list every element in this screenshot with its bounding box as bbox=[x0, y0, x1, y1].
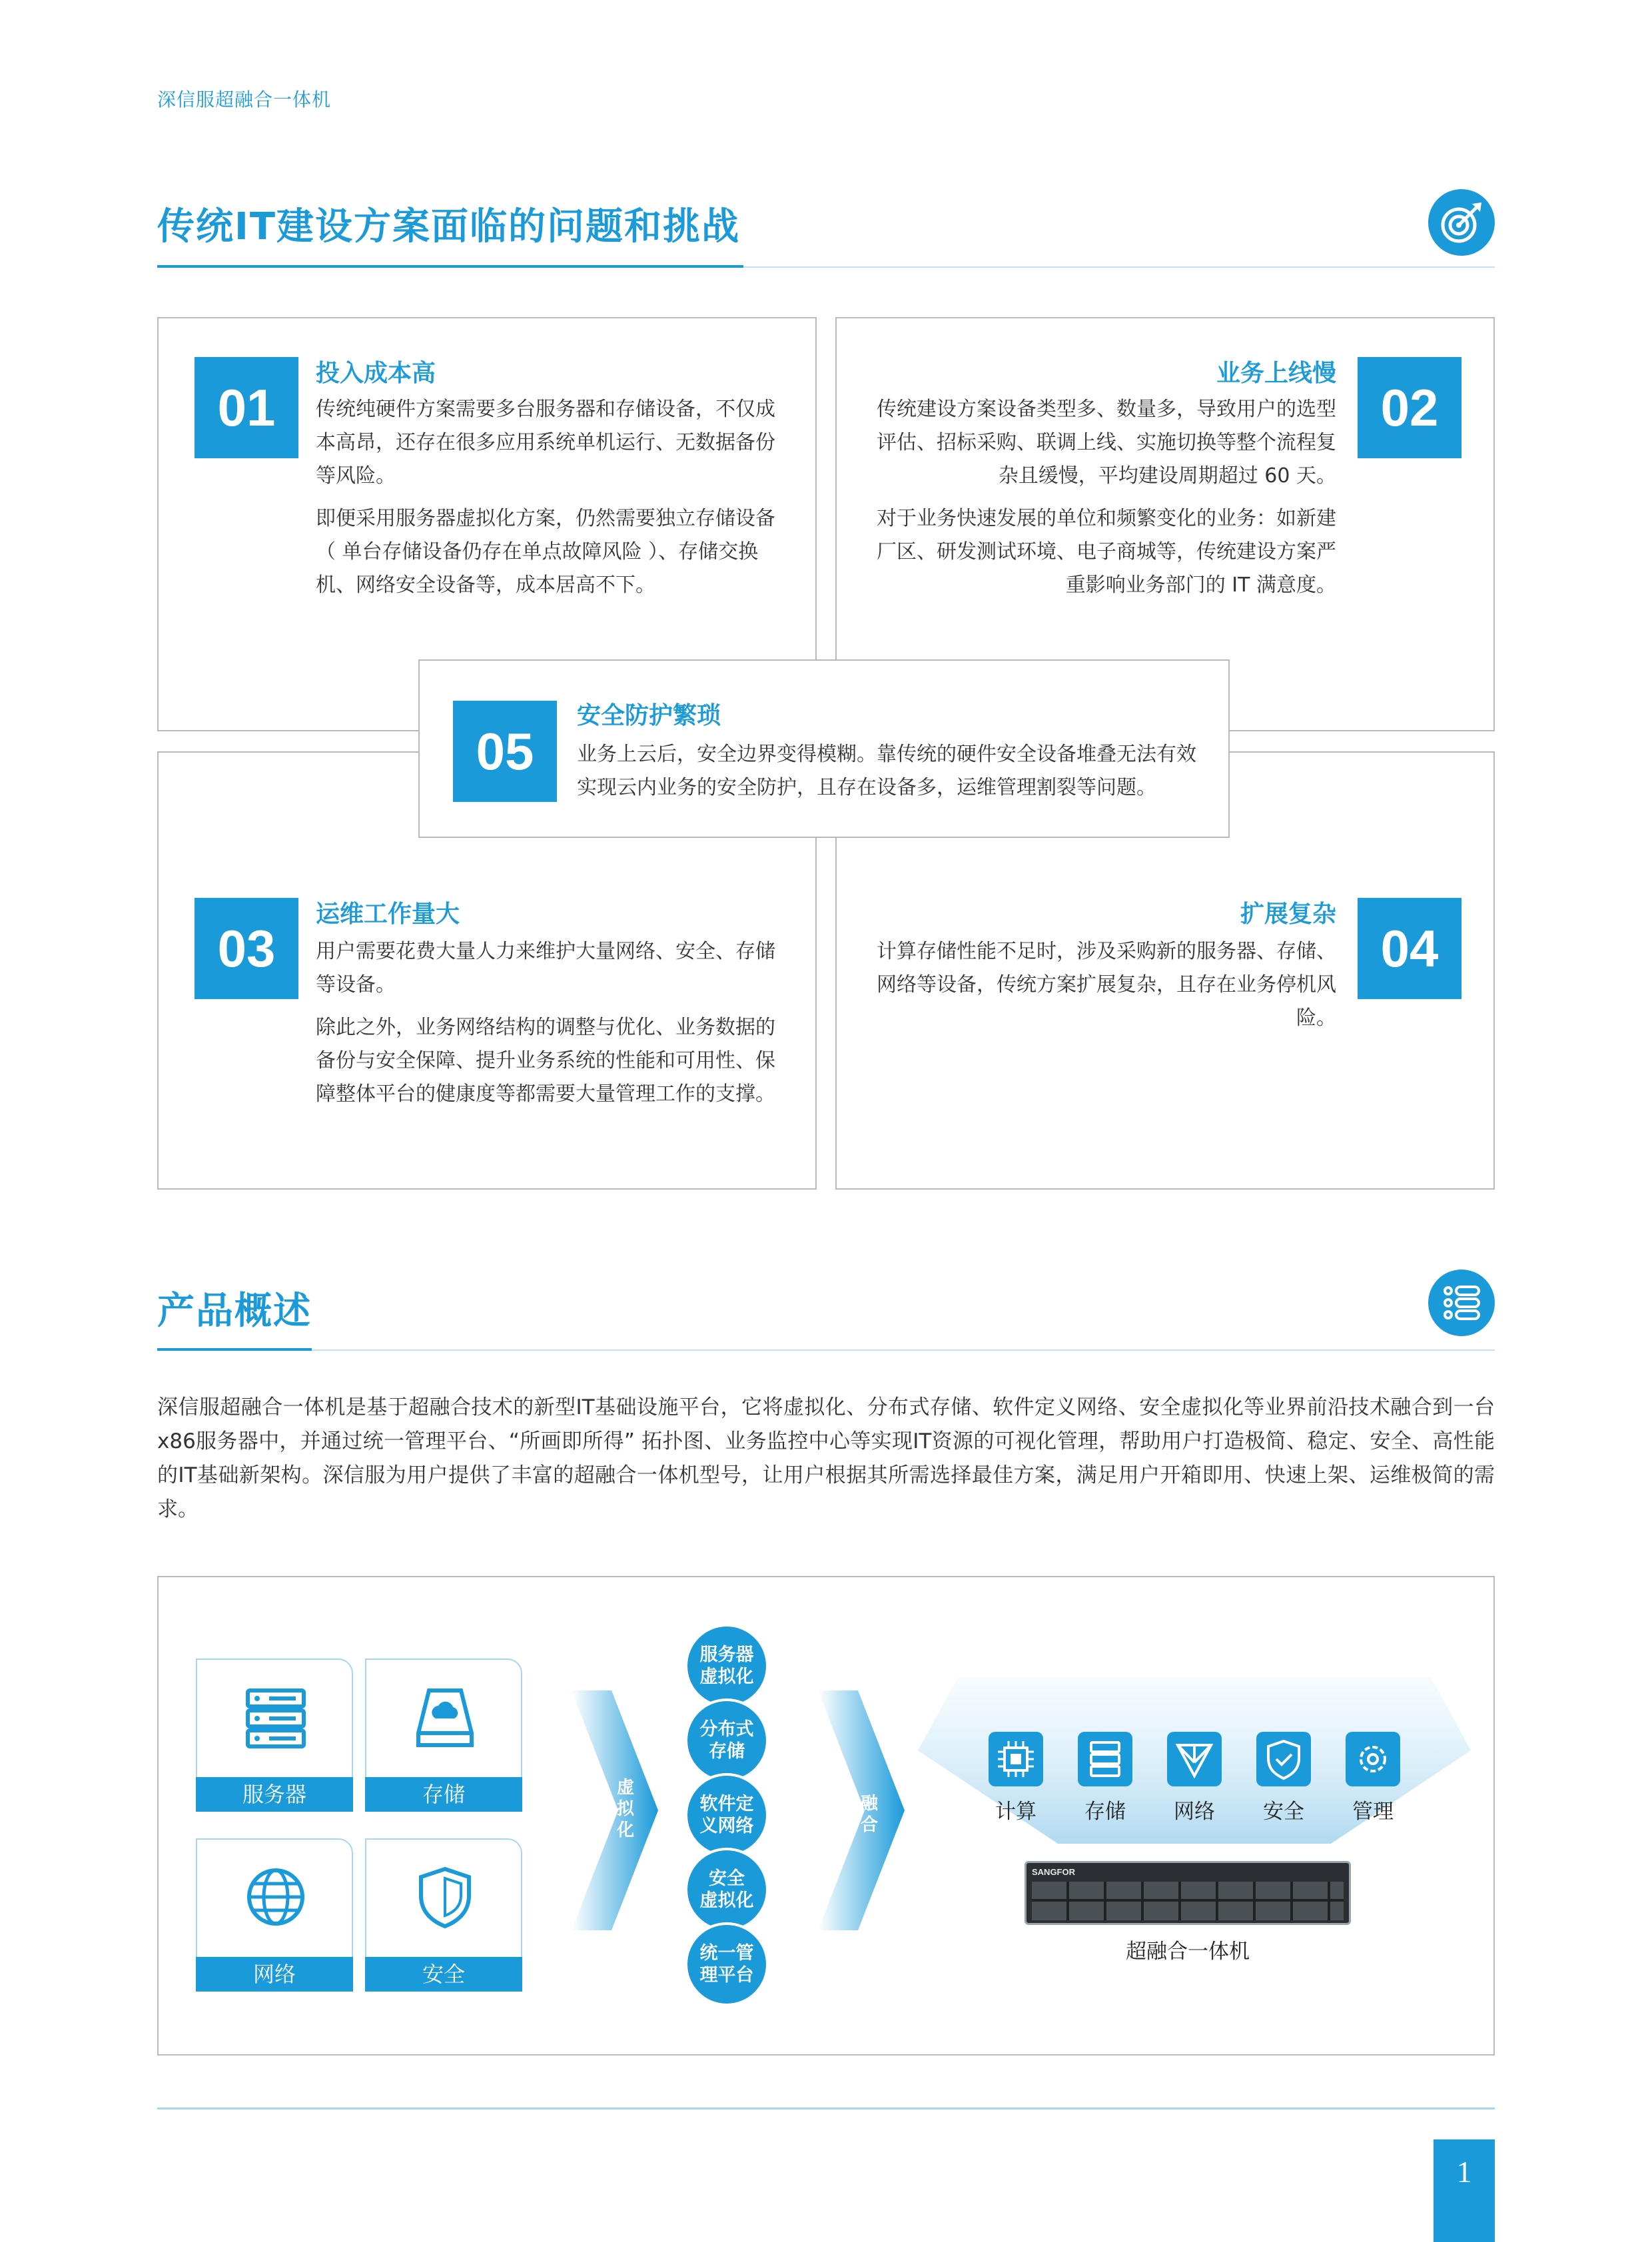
tile-label: 安全 bbox=[365, 1957, 522, 1992]
product-label: 超融合一体机 bbox=[1126, 1940, 1250, 1964]
title-divider bbox=[312, 1349, 1495, 1351]
card-text-expansion bbox=[877, 935, 1336, 1044]
tile-storage bbox=[365, 1659, 522, 1812]
card-paragraph: 传统纯硬件方案需要多台服务器和存储设备，不仅成本高昂，还存在很多应用系统单机运行、无数据备份等风险。 bbox=[316, 398, 775, 488]
footer-divider bbox=[157, 2107, 1495, 2109]
bubble-sdn bbox=[685, 1773, 769, 1857]
card-title-slow-launch: 业务上线慢 bbox=[1216, 360, 1336, 387]
bubble-line: 安全 bbox=[709, 1868, 745, 1889]
bubble-line: 分布式 bbox=[699, 1719, 754, 1740]
card-paragraph: 对于业务快速发展的单位和频繁变化的业务：如新建厂区、研发测试环境、电子商城等，传统建设方案严重影响业务部门的 IT 满意度。 bbox=[877, 507, 1336, 597]
function-label: 计算 bbox=[995, 1800, 1036, 1824]
arrow-label-converge: 融合 bbox=[860, 1794, 878, 1835]
bubble-line: 虚拟化 bbox=[699, 1890, 754, 1911]
target-icon bbox=[1428, 189, 1495, 256]
tile-label: 服务器 bbox=[196, 1777, 353, 1812]
card-text-slow-launch bbox=[877, 393, 1336, 611]
shield-check-icon bbox=[1256, 1732, 1311, 1786]
architecture-diagram bbox=[157, 1576, 1495, 2055]
card-number-03: 03 bbox=[195, 898, 298, 999]
bubble-line: 服务器 bbox=[699, 1645, 754, 1665]
page-number: 1 bbox=[1434, 2139, 1495, 2242]
virtualize-arrow-icon bbox=[572, 1690, 658, 1930]
list-icon bbox=[1428, 1270, 1495, 1336]
function-label: 安全 bbox=[1263, 1800, 1304, 1824]
bubble-line: 软件定 bbox=[699, 1794, 754, 1814]
function-label: 存储 bbox=[1084, 1800, 1126, 1824]
card-text-cost bbox=[316, 393, 775, 611]
card-paragraph: 业务上云后，安全边界变得模糊。靠传统的硬件安全设备堆叠无法有效实现云内业务的安全防护，且存在设备多，运维管理割裂等问题。 bbox=[577, 743, 1196, 799]
brand-header: 深信服超融合一体机 bbox=[157, 89, 332, 111]
bubble-security-virtualization bbox=[685, 1848, 769, 1932]
bubble-line: 理平台 bbox=[699, 1965, 754, 1986]
card-title-expansion: 扩展复杂 bbox=[1240, 901, 1336, 928]
card-text-ops-workload bbox=[316, 935, 775, 1120]
card-number-01: 01 bbox=[195, 357, 298, 458]
server-brand: SANGFOR bbox=[1032, 1867, 1075, 1877]
section-title-challenges: 传统IT建设方案面临的问题和挑战 bbox=[157, 205, 741, 248]
card-paragraph: 计算存储性能不足时，涉及采购新的服务器、存储、网络等设备，传统方案扩展复杂，且存在业务停机风险。 bbox=[877, 940, 1336, 1030]
card-paragraph: 传统建设方案设备类型多、数量多，导致用户的选型评估、招标采购、联调上线、实施切换等整个流程复杂且缓慢，平均建设周期超过 60 天。 bbox=[877, 398, 1336, 488]
section-title-overview: 产品概述 bbox=[157, 1290, 312, 1333]
server-appliance bbox=[1025, 1861, 1351, 1925]
card-title-cost: 投入成本高 bbox=[316, 360, 436, 387]
card-paragraph: 即便采用服务器虚拟化方案，仍然需要独立存储设备（ 单台存储设备仍存在单点故障风险 ）、存储交换机、网络安全设备等，成本居高不下。 bbox=[316, 507, 775, 597]
tile-network bbox=[196, 1838, 353, 1992]
bubble-line: 统一管 bbox=[699, 1943, 754, 1964]
chip-icon bbox=[989, 1732, 1043, 1786]
bubble-unified-management bbox=[685, 1922, 769, 2006]
card-text-security bbox=[577, 738, 1203, 814]
bubble-line: 存储 bbox=[709, 1741, 745, 1762]
globe-icon bbox=[242, 1864, 309, 1930]
card-title-security: 安全防护繁琐 bbox=[577, 702, 721, 729]
bubble-distributed-storage bbox=[685, 1698, 769, 1782]
gear-icon bbox=[1346, 1732, 1400, 1786]
function-label: 网络 bbox=[1174, 1800, 1215, 1824]
arrow-label-virtualize: 虚拟化 bbox=[616, 1778, 634, 1840]
card-number-05: 05 bbox=[453, 701, 557, 802]
server-icon bbox=[242, 1684, 309, 1750]
card-number-04: 04 bbox=[1358, 898, 1461, 999]
storage-icon bbox=[412, 1684, 478, 1750]
bubble-server-virtualization bbox=[685, 1624, 769, 1708]
server-stack-icon bbox=[1078, 1732, 1132, 1786]
title-underline bbox=[157, 265, 743, 268]
title-divider bbox=[743, 266, 1495, 268]
tile-security bbox=[365, 1838, 522, 1992]
bubble-line: 义网络 bbox=[699, 1816, 754, 1836]
title-underline bbox=[157, 1348, 312, 1351]
tile-label: 存储 bbox=[365, 1777, 522, 1812]
overview-paragraph: 深信服超融合一体机是基于超融合技术的新型IT基础设施平台，它将虚拟化、分布式存储、软件定义网络、安全虚拟化等业界前沿技术融合到一台x86服务器中，并通过统一管理平台、“所画即所得” 拓扑图、业务监控中心等实现IT资源的可视化管理，帮助用户打造极简、稳定、安全、高性能的IT基础新架构。深信服为用户提供了丰富的超融合一体机型号，让用户根据其所需选择最佳方案，满足用户开箱即用、快速上架、运维极简的需求。 bbox=[157, 1395, 1495, 1521]
bubble-line: 虚拟化 bbox=[699, 1667, 754, 1687]
tile-label: 网络 bbox=[196, 1957, 353, 1992]
network-icon bbox=[1167, 1732, 1222, 1786]
card-number-02: 02 bbox=[1358, 357, 1461, 458]
card-paragraph: 除此之外，业务网络结构的调整与优化、业务数据的备份与安全保障、提升业务系统的性能和可用性、保障整体平台的健康度等都需要大量管理工作的支撑。 bbox=[316, 1016, 775, 1106]
card-title-ops-workload: 运维工作量大 bbox=[316, 901, 460, 928]
shield-icon bbox=[412, 1864, 478, 1930]
function-label: 管理 bbox=[1352, 1800, 1394, 1824]
card-paragraph: 用户需要花费大量人力来维护大量网络、安全、存储等设备。 bbox=[316, 940, 775, 996]
tile-server bbox=[196, 1659, 353, 1812]
